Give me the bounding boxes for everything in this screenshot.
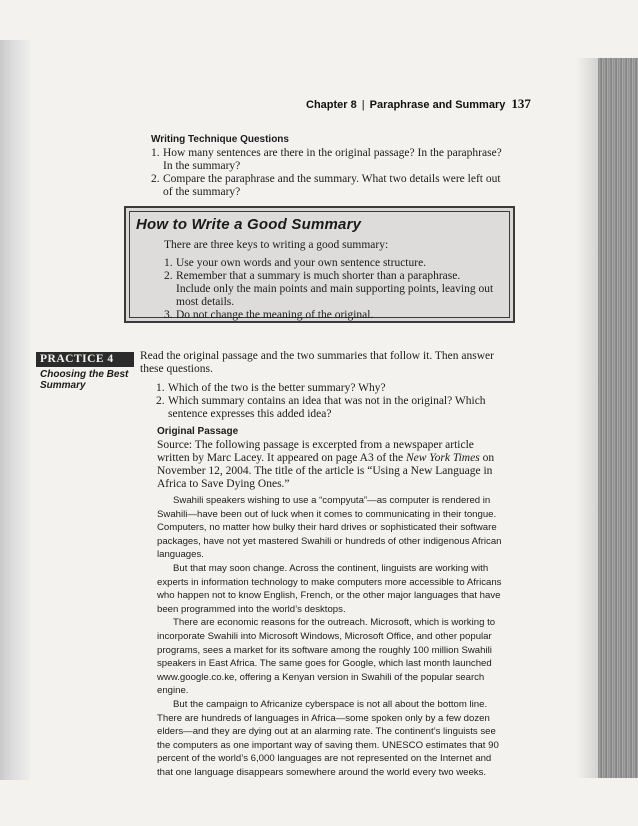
list-item: 2. Remember that a summary is much shorter than a paraphrase. Include only the main points and main supporting points, leaving out most details. <box>164 270 494 308</box>
running-header <box>306 96 556 112</box>
original-passage-heading: Original Passage <box>157 426 239 437</box>
summary-tips-box <box>124 206 515 323</box>
practice-subtitle: Choosing the Best Summary <box>40 369 129 391</box>
writing-technique-questions <box>151 147 511 199</box>
publication-name: New York Times <box>405 452 480 464</box>
list-item: 3. Do not change the meaning of the original. <box>164 309 374 321</box>
original-passage-section <box>157 426 509 779</box>
practice-questions <box>140 382 510 421</box>
scan-gutter-shadow <box>576 58 598 778</box>
chapter-label: Chapter 8 <box>306 99 357 111</box>
scan-page-edges <box>598 58 638 778</box>
passage-paragraph: But that may soon change. Across the continent, linguists are working with experts in information technology to make computers more accessible to Africans who happen not to know English, French, or the other major languages that have been programmed into the world’s desktops. <box>157 562 502 615</box>
practice-body <box>140 350 510 421</box>
list-item: 1. How many sentences are there in the original passage? In the paraphrase? In the summary? <box>151 147 502 172</box>
header-separator: | <box>361 99 365 111</box>
summary-tips-intro: There are three keys to writing a good summary: <box>164 239 389 251</box>
passage-paragraph: There are economic reasons for the outreach. Microsoft, which is working to incorporate Swahili into Microsoft Windows, Microsoft Office, and other popular programs, sees a market for its software among the roughly 100 million Swahili speakers in East Africa. The same goes for Google, which last month launched www.google.co.ke, offering a Kenyan version in Swahili of the popular search engine. <box>157 617 496 697</box>
passage-paragraph: But the campaign to Africanize cyberspace is not all about the bottom line. There are hundreds of languages in Africa—some spoken only by a few dozen elders—and they are dying out at an alarming rate. The continent’s linguists see the computers as one important way of saving them. UNESCO estimates that 90 percent of the world’s 6,000 languages are not represented on the Internet and that one language disappears somewhere around the world every two weeks. <box>157 698 499 778</box>
writing-technique-section <box>151 134 511 199</box>
practice-label: PRACTICE 4 <box>36 352 134 367</box>
summary-tips-title: How to Write a Good Summary <box>136 216 362 233</box>
list-item: 2. Which summary contains an idea that was not in the original? Which sentence expresses this added idea? <box>156 395 486 420</box>
writing-technique-heading: Writing Technique Questions <box>151 134 289 145</box>
original-passage-source: Source: The following passage is excerpted from a newspaper article written by Marc Lacey. It appeared on page A3 of the New York Times on November 12, 2004. The title of the article is “Using a New Language in Africa to Save Dying Ones.” <box>157 439 495 490</box>
page-number: 137 <box>511 96 531 111</box>
passage-paragraph: Swahili speakers wishing to use a “compyuta”—as computer is rendered in Swahili—have been out of luck when it comes to communicating in their tongue. Computers, no matter how bulky their hard drives or sophisticated their software packages, have not yet mastered Swahili or hundreds of other indigenous African languages. <box>157 495 502 561</box>
list-item: 1. Which of the two is the better summary? Why? <box>156 382 386 394</box>
scan-shadow-left <box>0 40 30 780</box>
list-item: 2. Compare the paraphrase and the summary. What two details were left out of the summary? <box>151 173 501 198</box>
summary-keys-list <box>164 257 494 322</box>
original-passage-text <box>157 494 509 779</box>
chapter-title: Paraphrase and Summary <box>369 99 506 111</box>
list-item: 1. Use your own words and your own sentence structure. <box>164 257 427 269</box>
practice-instructions: Read the original passage and the two summaries that follow it. Then answer these questions. <box>140 350 494 375</box>
